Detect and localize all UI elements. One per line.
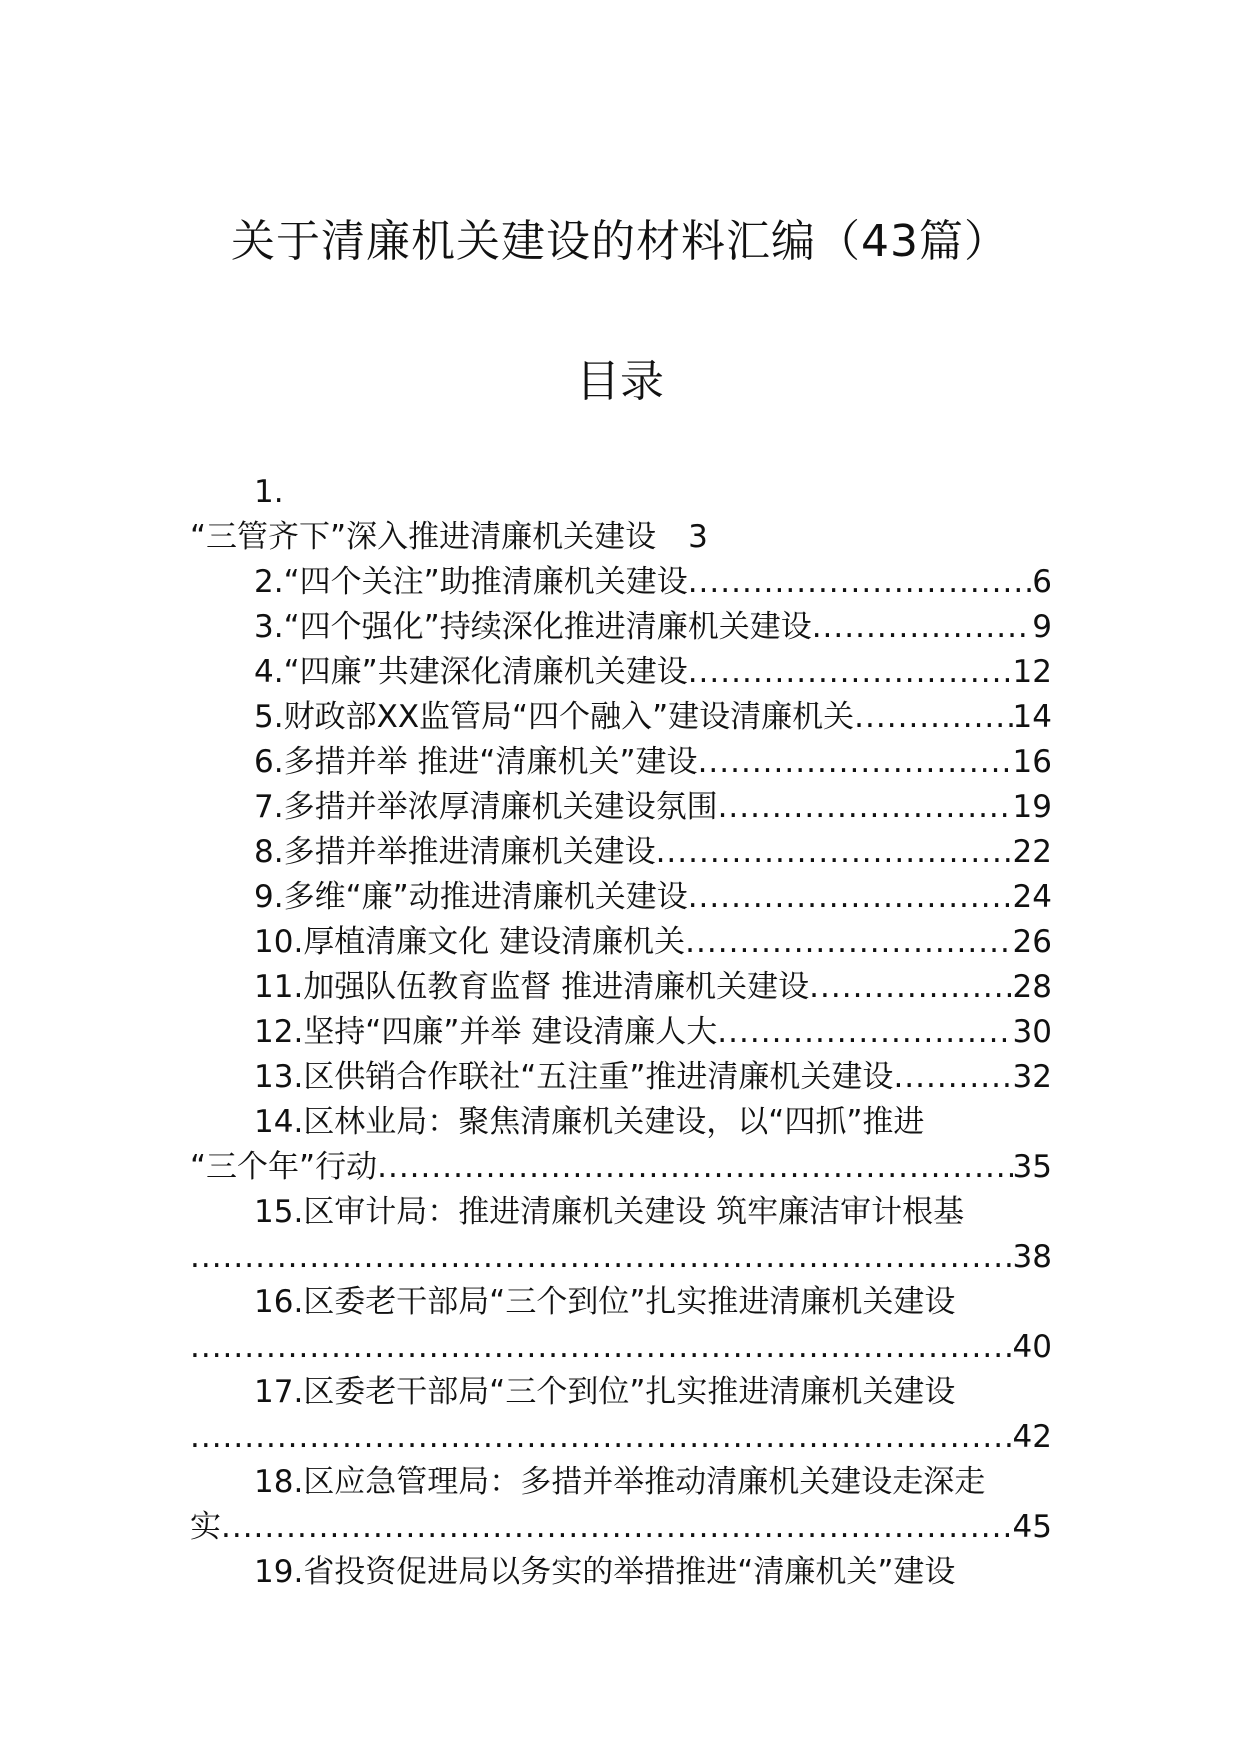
toc-entry-continuation[interactable] <box>190 1235 1052 1280</box>
toc-entry[interactable] <box>190 965 1052 1010</box>
toc-entry[interactable] <box>190 1550 1052 1595</box>
toc-entry[interactable] <box>190 695 1052 740</box>
toc-entry-title: 坚持“四廉”并举 建设清廉人大 <box>303 1014 718 1050</box>
toc-entry[interactable] <box>190 1010 1052 1055</box>
toc-entry-title: 厚植清廉文化 建设清廉机关 <box>303 924 686 960</box>
toc-entry-title: 区供销合作联社“五注重”推进清廉机关建设 <box>303 1059 894 1095</box>
toc-leader-dots <box>809 965 1012 1010</box>
toc-entry-number: 7. <box>254 789 284 825</box>
toc-entry-page: 30 <box>1012 1014 1052 1050</box>
toc-entry-continuation[interactable] <box>190 1415 1052 1460</box>
toc-entry[interactable] <box>190 650 1052 695</box>
toc-entry-number: 3. <box>254 609 284 645</box>
toc-leader-dots <box>221 1505 1013 1550</box>
toc-entry-continuation[interactable] <box>190 1145 1052 1190</box>
toc-entry-number: 11. <box>254 969 304 1005</box>
toc-entry-title: 区委老干部局“三个到位”扎实推进清廉机关建设 <box>303 1374 956 1410</box>
toc-entry-number: 6. <box>254 744 284 780</box>
toc-entry-page: 40 <box>1012 1329 1052 1365</box>
toc-entry-page: 3 <box>688 519 708 555</box>
toc-entry-number: 14. <box>254 1104 304 1140</box>
toc-entry-page: 32 <box>1012 1059 1052 1095</box>
toc-entry[interactable] <box>190 1370 1052 1415</box>
toc-leader-dots <box>854 695 1012 740</box>
toc-entry[interactable] <box>190 830 1052 875</box>
toc-entry-number: 2. <box>254 564 284 600</box>
toc-entry-page: 28 <box>1012 969 1052 1005</box>
toc-entry-page: 26 <box>1012 924 1052 960</box>
toc-entry-page: 14 <box>1012 699 1052 735</box>
toc-leader-dots <box>190 1325 1013 1370</box>
toc-entry[interactable] <box>190 740 1052 785</box>
toc-entry-title: 实 <box>190 1509 221 1545</box>
toc-entry-number: 8. <box>254 834 284 870</box>
toc-entry-title: 多措并举推进清廉机关建设 <box>283 834 656 870</box>
toc-leader-dots <box>190 1415 1013 1460</box>
toc-entry-page: 38 <box>1012 1239 1052 1275</box>
toc-entry-page: 35 <box>1012 1149 1052 1185</box>
toc-entry-continuation[interactable] <box>190 515 1052 560</box>
toc-entry-number: 13. <box>254 1059 304 1095</box>
toc-entry-title: 加强队伍教育监督 推进清廉机关建设 <box>303 969 810 1005</box>
toc-entry-title: “四个关注”助推清廉机关建设 <box>283 564 688 600</box>
toc-entry-number: 16. <box>254 1284 304 1320</box>
toc-leader-dots <box>698 740 1013 785</box>
document-title: 关于清廉机关建设的材料汇编（43篇） <box>231 216 1009 267</box>
toc-entry-title: 多措并举浓厚清廉机关建设氛围 <box>283 789 718 825</box>
toc-leader-dots <box>893 1055 1012 1100</box>
toc-entry-number: 17. <box>254 1374 304 1410</box>
toc-entry-number: 1. <box>254 474 284 510</box>
toc-entry-page: 45 <box>1012 1509 1052 1545</box>
toc-entry[interactable] <box>190 605 1052 650</box>
toc-entry[interactable] <box>190 1280 1052 1325</box>
toc-entry-page: 6 <box>1032 564 1052 600</box>
toc-entry-page: 42 <box>1012 1419 1052 1455</box>
toc-entry-title: 财政部XX监管局“四个融入”建设清廉机关 <box>283 699 855 735</box>
toc-leader-dots <box>812 605 1033 650</box>
toc-entry-continuation[interactable] <box>190 1505 1052 1550</box>
toc-heading: 目录 <box>576 356 664 407</box>
toc-leader-dots <box>377 1145 1012 1190</box>
toc-entry[interactable] <box>190 470 1052 515</box>
toc-entry[interactable] <box>190 1190 1052 1235</box>
toc-entry-number: 9. <box>254 879 284 915</box>
toc-leader-dots <box>717 1010 1012 1055</box>
toc-leader-dots <box>688 560 1033 605</box>
toc-entry-title: 区审计局：推进清廉机关建设 筑牢廉洁审计根基 <box>303 1194 965 1230</box>
toc-entry-page: 19 <box>1012 789 1052 825</box>
toc-entry-title: “三个年”行动 <box>190 1149 378 1185</box>
table-of-contents <box>190 470 1052 1595</box>
toc-entry[interactable] <box>190 1460 1052 1505</box>
toc-entry[interactable] <box>190 1055 1052 1100</box>
toc-entry[interactable] <box>190 1100 1052 1145</box>
toc-leader-dots <box>685 920 1012 965</box>
toc-entry-page: 22 <box>1012 834 1052 870</box>
toc-entry-title: 区应急管理局：多措并举推动清廉机关建设走深走 <box>303 1464 986 1500</box>
toc-entry-title: 区委老干部局“三个到位”扎实推进清廉机关建设 <box>303 1284 956 1320</box>
toc-entry-number: 15. <box>254 1194 304 1230</box>
toc-entry-number: 10. <box>254 924 304 960</box>
toc-entry-page: 9 <box>1032 609 1052 645</box>
toc-entry-number: 18. <box>254 1464 304 1500</box>
toc-leader-dots <box>718 785 1013 830</box>
toc-entry-page: 24 <box>1012 879 1052 915</box>
toc-entry-title: “四个强化”持续深化推进清廉机关建设 <box>283 609 812 645</box>
toc-entry-page: 12 <box>1012 654 1052 690</box>
toc-entry-title: 多措并举 推进“清廉机关”建设 <box>283 744 698 780</box>
toc-entry[interactable] <box>190 920 1052 965</box>
toc-entry-title: 多维“廉”动推进清廉机关建设 <box>283 879 688 915</box>
toc-entry-title: “四廉”共建深化清廉机关建设 <box>283 654 688 690</box>
toc-entry-continuation[interactable] <box>190 1325 1052 1370</box>
toc-entry-number: 19. <box>254 1554 304 1590</box>
toc-entry[interactable] <box>190 560 1052 605</box>
toc-entry[interactable] <box>190 785 1052 830</box>
toc-entry-title: “三管齐下”深入推进清廉机关建设 <box>190 519 657 555</box>
toc-leader-dots <box>688 875 1013 920</box>
toc-entry-number: 4. <box>254 654 284 690</box>
toc-leader-dots <box>656 830 1013 875</box>
toc-entry-number: 5. <box>254 699 284 735</box>
toc-entry-title: 区林业局：聚焦清廉机关建设，以“四抓”推进 <box>303 1104 925 1140</box>
toc-leader-dots <box>688 650 1013 695</box>
toc-leader-dots <box>190 1235 1013 1280</box>
toc-entry[interactable] <box>190 875 1052 920</box>
toc-entry-number: 12. <box>254 1014 304 1050</box>
toc-entry-title: 省投资促进局以务实的举措推进“清廉机关”建设 <box>303 1554 956 1590</box>
toc-entry-page: 16 <box>1012 744 1052 780</box>
